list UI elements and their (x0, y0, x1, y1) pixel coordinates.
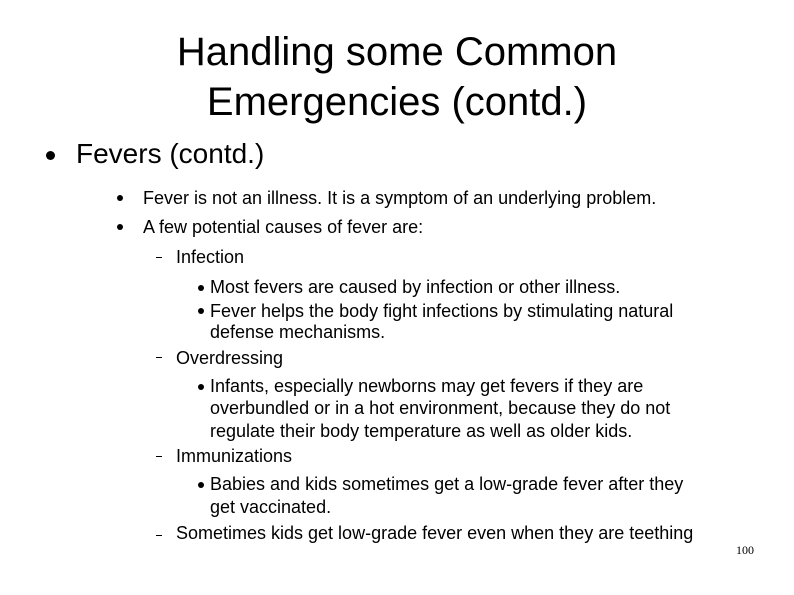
dash-icon (156, 257, 162, 258)
overdressing-detail-2: overbundled or in a hot environment, because they do not (210, 398, 671, 418)
dash-icon (156, 357, 162, 358)
bullet-dot-icon (117, 195, 123, 201)
cause-teething-label: Sometimes kids get low-grade fever even when they are teething (176, 523, 694, 543)
cause-overdressing-label: Overdressing (176, 348, 284, 368)
slide-title (0, 27, 794, 127)
immunizations-detail-1: Babies and kids sometimes get a low-grade fever after they (210, 474, 684, 494)
infection-detail-2: Fever helps the body fight infections by stimulating natural (210, 301, 674, 321)
bullet-dot-icon (198, 285, 204, 291)
bullet-dot-icon (198, 384, 204, 390)
bullet-dot-icon (117, 224, 123, 230)
heading-fevers: Fevers (contd.) (76, 138, 265, 169)
bullet-dot-icon (198, 482, 204, 488)
bullet-dot-icon (46, 151, 55, 160)
point-fever-symptom: Fever is not an illness. It is a symptom of an underlying problem. (143, 188, 657, 208)
immunizations-detail-2: get vaccinated. (210, 497, 332, 517)
cause-immunizations-label: Immunizations (176, 446, 293, 466)
slide-title-line-2: Emergencies (contd.) (206, 80, 588, 124)
cause-infection-label: Infection (176, 247, 245, 267)
infection-detail-1: Most fevers are caused by infection or other illness. (210, 277, 621, 297)
bullet-dot-icon (198, 308, 204, 314)
infection-detail-3: defense mechanisms. (210, 322, 386, 342)
point-potential-causes: A few potential causes of fever are: (143, 217, 424, 237)
slide-title-line-1: Handling some Common (176, 30, 618, 74)
overdressing-detail-3: regulate their body temperature as well as older kids. (210, 421, 633, 441)
page-number: 100 (736, 543, 754, 557)
overdressing-detail-1: Infants, especially newborns may get fevers if they are (210, 376, 644, 396)
dash-icon (156, 535, 162, 536)
dash-icon (156, 456, 162, 457)
